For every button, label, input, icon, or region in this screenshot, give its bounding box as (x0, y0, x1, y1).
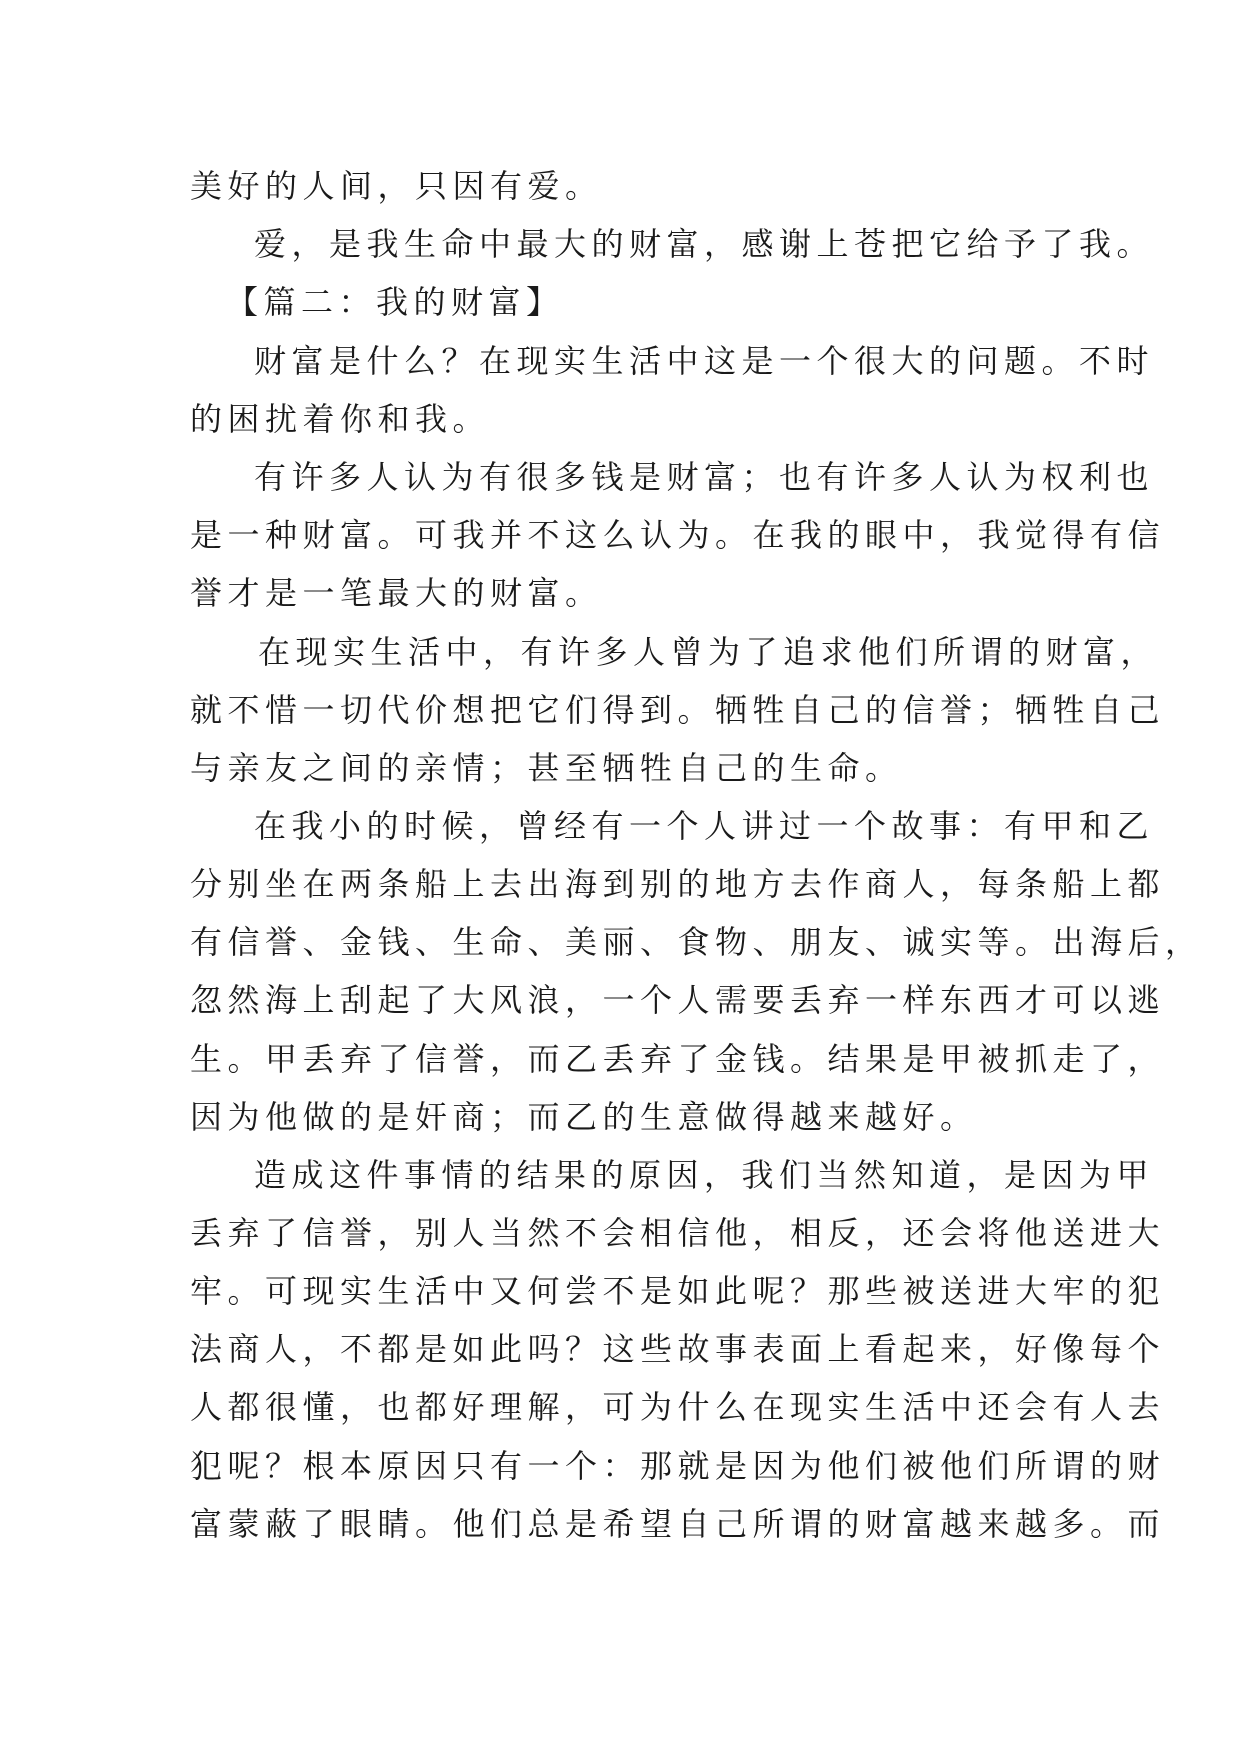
section-heading: 【篇二：我的财富】 (226, 283, 564, 321)
text-line-6: 有许多人认为有很多钱是财富；也有许多人认为权利也 (254, 458, 1155, 496)
text-line-21: 法商人，不都是如此吗？这些故事表面上看起来，好像每个 (190, 1330, 1166, 1368)
text-line-13: 分别坐在两条船上去出海到别的地方去作商人，每条船上都 (190, 865, 1166, 903)
text-line-4: 财富是什么？在现实生活中这是一个很大的问题。不时 (254, 342, 1155, 380)
text-line-2: 爱，是我生命中最大的财富，感谢上苍把它给予了我。 (254, 225, 1155, 263)
text-line-9: 在现实生活中，有许多人曾为了追求他们所谓的财富， (258, 633, 1159, 671)
text-line-1: 美好的人间，只因有爱。 (190, 167, 603, 205)
text-line-8: 誉才是一笔最大的财富。 (190, 574, 603, 612)
text-line-24: 富蒙蔽了眼睛。他们总是希望自己所谓的财富越来越多。而 (190, 1505, 1166, 1543)
text-line-5: 的困扰着你和我。 (190, 400, 491, 438)
text-line-11: 与亲友之间的亲情；甚至牺牲自己的生命。 (190, 749, 903, 787)
text-line-18: 造成这件事情的结果的原因，我们当然知道，是因为甲 (254, 1156, 1155, 1194)
text-line-15: 忽然海上刮起了大风浪，一个人需要丢弃一样东西才可以逃 (190, 981, 1166, 1019)
text-line-22: 人都很懂，也都好理解，可为什么在现实生活中还会有人去 (190, 1388, 1166, 1426)
text-line-20: 牢。可现实生活中又何尝不是如此呢？那些被送进大牢的犯 (190, 1272, 1166, 1310)
text-line-16: 生。甲丢弃了信誉，而乙丢弃了金钱。结果是甲被抓走了， (190, 1040, 1166, 1078)
text-line-19: 丢弃了信誉，别人当然不会相信他，相反，还会将他送进大 (190, 1214, 1166, 1252)
text-line-7: 是一种财富。可我并不这么认为。在我的眼中，我觉得有信 (190, 516, 1166, 554)
text-line-14: 有信誉、金钱、生命、美丽、食物、朋友、诚实等。出海后， (190, 923, 1203, 961)
text-line-12: 在我小的时候，曾经有一个人讲过一个故事：有甲和乙 (254, 807, 1155, 845)
text-line-10: 就不惜一切代价想把它们得到。牺牲自己的信誉；牺牲自己 (190, 691, 1166, 729)
text-line-23: 犯呢？根本原因只有一个：那就是因为他们被他们所谓的财 (190, 1447, 1166, 1485)
text-line-17: 因为他做的是奸商；而乙的生意做得越来越好。 (190, 1098, 978, 1136)
